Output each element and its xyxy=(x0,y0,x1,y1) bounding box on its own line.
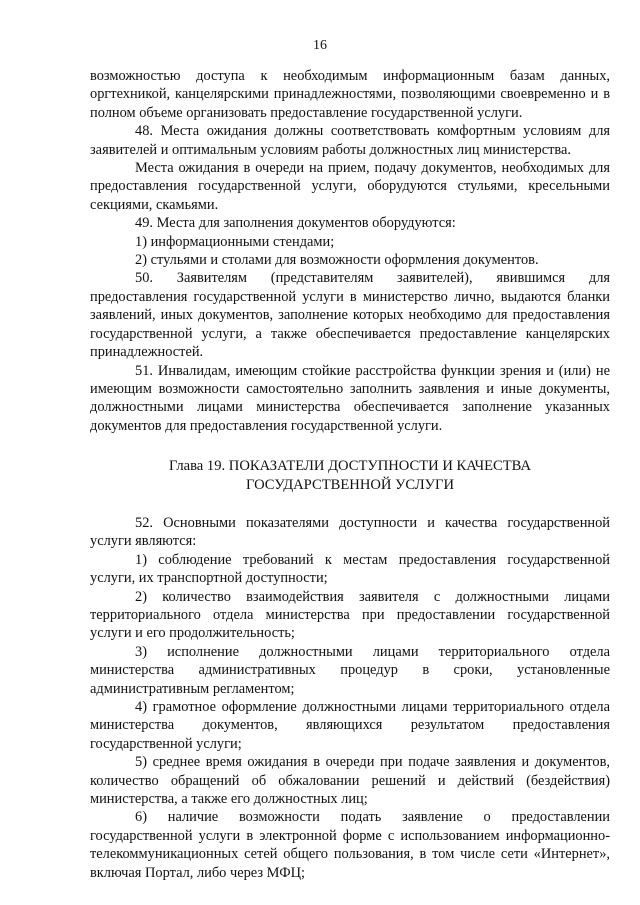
chapter-heading-line-2: ГОСУДАРСТВЕННОЙ УСЛУГИ xyxy=(246,476,454,493)
list-item-52-5: 5) среднее время ожидания в очереди при подаче заявления и документов, количество обращений об обжаловании решений и действий (бездействия) министерства, а также его должностных лиц; xyxy=(90,754,610,808)
list-item-49-1: 1) информационными стендами; xyxy=(135,233,335,250)
list-item-49-2: 2) стульями и столами для возможности оформления документов. xyxy=(135,252,539,269)
chapter-heading xyxy=(90,457,610,494)
paragraph-51: 51. Инвалидам, имеющим стойкие расстройства функции зрения и (или) не имеющим возможности самостоятельно заполнить заявления и иные документы, должностными лицами министерства обеспечивается заполнение указанных документов для предоставления государственной услуги. xyxy=(90,362,610,434)
list-item-52-6: 6) наличие возможности подать заявление о предоставлении государственной услуги в электронной форме с использованием информационно-телекоммуникационных сетей общего пользования, в том числе сети «Интернет», включая Портал, либо через МФЦ; xyxy=(90,809,610,881)
document-body xyxy=(90,67,610,882)
paragraph-48-waiting-places: Места ожидания в очереди на прием, подачу документов, необходимых для предоставления государственной услуги, оборудуются стульями, кресельными секциями, скамьями. xyxy=(90,160,610,213)
paragraph-50: 50. Заявителям (представителям заявителей), явившимся для предоставления государственной услуги в министерство лично, выдаются бланки заявлений, иных документов, заполнение которых необходимо для предоставления государственной услуги, а также обеспечивается предоставление канцелярских принадлежностей. xyxy=(90,270,610,361)
list-item-52-2: 2) количество взаимодействия заявителя с должностными лицами территориального отдела министерства при предоставлении государственной услуги и его продолжительность; xyxy=(90,588,610,642)
chapter-heading-line-1: Глава 19. ПОКАЗАТЕЛИ ДОСТУПНОСТИ И КАЧЕСТВА xyxy=(168,458,532,475)
list-item-52-3: 3) исполнение должностными лицами территориального отдела министерства административных процедур в сроки, установленные административным регламентом; xyxy=(90,643,610,697)
paragraph-49: 49. Места для заполнения документов оборудуются: xyxy=(135,215,456,232)
list-item-52-1: 1) соблюдение требований к местам предоставления государственной услуги, их транспортной доступности; xyxy=(90,551,610,587)
paragraph-52: 52. Основными показателями доступности и качества государственной услуги являются: xyxy=(90,514,610,550)
page-number: 16 xyxy=(313,38,327,53)
list-item-52-4: 4) грамотное оформление должностными лицами территориального отдела министерства документов, являющихся результатом предоставления государственной услуги; xyxy=(90,699,610,752)
paragraph-48: 48. Места ожидания должны соответствовать комфортным условиям для заявителей и оптимальным условиям работы должностных лиц министерства. xyxy=(90,123,610,158)
paragraph-continuation: возможностью доступа к необходимым информационным базам данных, оргтехникой, канцелярскими принадлежностями, позволяющими своевременно и в полном объеме организовать предоставление государственной услуги. xyxy=(90,68,610,121)
